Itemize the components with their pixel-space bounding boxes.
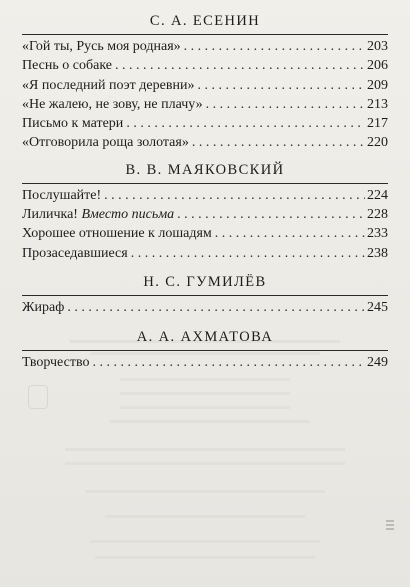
leader-dots: [192, 133, 365, 152]
toc-entry: [22, 353, 388, 372]
bleed-through-line: [65, 448, 345, 451]
bleed-through-line: [65, 462, 345, 465]
entry-page: 245: [367, 299, 388, 315]
leader-dots: [67, 298, 365, 317]
bleed-through-line: [120, 392, 290, 395]
bleed-through-line: [120, 406, 290, 409]
bleed-through-line: [95, 556, 315, 559]
entry-title: «Я последний поэт деревни»: [22, 77, 195, 93]
entry-page: 203: [367, 39, 388, 54]
entry-title: Хорошее отношение к лошадям: [22, 226, 212, 242]
bleed-through-line: [105, 515, 305, 518]
leader-dots: [131, 244, 365, 263]
leader-dots: [177, 205, 365, 224]
entry-page: 206: [367, 58, 388, 74]
toc-entry: [22, 205, 388, 224]
bleed-through-line: [120, 378, 290, 381]
leader-dots: [197, 76, 365, 95]
entry-page: 224: [367, 187, 388, 203]
bleed-through-seal: [28, 385, 48, 409]
leader-dots: [115, 56, 365, 75]
entry-title: Жираф: [22, 299, 65, 315]
author-heading: В. В. МАЯКОВСКИЙ: [125, 161, 285, 178]
entry-title: «Не жалею, не зову, не плачу»: [22, 96, 203, 112]
entry-page: 213: [367, 96, 388, 112]
entry-page: 217: [367, 116, 388, 132]
author-heading: С. А. ЕСЕНИН: [149, 13, 261, 29]
entry-title: «Отговорила роща золотая»: [22, 135, 189, 151]
toc-entry: [22, 186, 388, 205]
entry-title: «Гой ты, Русь моя родная»: [22, 39, 181, 54]
leader-dots: [126, 114, 365, 133]
section-rule: [22, 295, 388, 296]
toc-section-akhmatova: [22, 328, 388, 372]
entry-page: 220: [367, 135, 388, 151]
entry-title: Послушайте!: [22, 187, 102, 203]
toc-section-esenin: [22, 12, 388, 153]
entry-title: Письмо к матери: [22, 116, 124, 132]
toc-entry: [22, 56, 388, 75]
toc-entry: [22, 76, 388, 95]
entry-title: Лиличка!: [22, 207, 78, 223]
entry-title: Творчество: [22, 355, 90, 371]
toc-entry: [22, 298, 388, 317]
author-heading: Н. С. ГУМИЛЁВ: [143, 273, 267, 290]
entry-title: Песнь о собаке: [22, 58, 112, 74]
leader-dots: [92, 353, 365, 372]
toc-entry: [22, 244, 388, 263]
bleed-through-line: [90, 540, 320, 543]
leader-dots: [184, 37, 365, 56]
entry-page: 249: [367, 355, 388, 371]
bleed-through-line: [110, 420, 310, 423]
leader-dots: [206, 95, 365, 114]
toc-section-gumilev: [22, 273, 388, 317]
entry-page: 238: [367, 245, 388, 261]
leader-dots: [104, 186, 365, 205]
bleed-through-line: [85, 490, 325, 493]
toc-entry: [22, 37, 388, 56]
toc-section-mayakovsky: [22, 161, 388, 263]
section-rule: [22, 183, 388, 184]
toc-entry: [22, 224, 388, 243]
toc-entry: [22, 133, 388, 152]
author-heading: А. А. АХМАТОВА: [136, 329, 274, 346]
table-of-contents: [22, 12, 388, 373]
printer-mark: [386, 520, 394, 534]
leader-dots: [215, 224, 365, 243]
entry-title-group: [22, 205, 174, 224]
entry-title: Прозаседавшиеся: [22, 245, 128, 261]
toc-entry: [22, 114, 388, 133]
entry-page: 209: [367, 77, 388, 93]
section-rule: [22, 350, 388, 351]
entry-subtitle: Вместо письма: [81, 207, 175, 223]
entry-page: 228: [367, 207, 388, 223]
section-rule: [22, 34, 388, 35]
toc-entry: [22, 95, 388, 114]
entry-page: 233: [367, 226, 388, 242]
